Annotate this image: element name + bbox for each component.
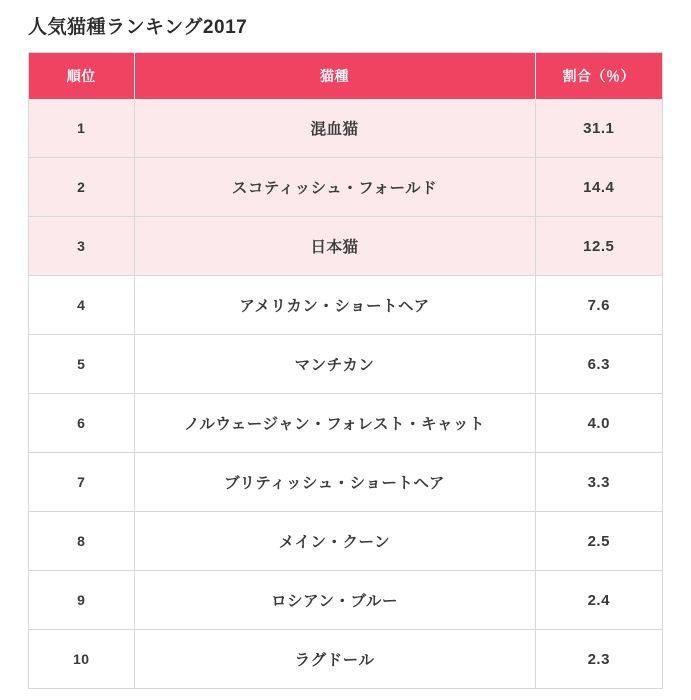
column-header-share: 割合（％） — [535, 53, 662, 99]
cell-share: 4.0 — [535, 394, 662, 453]
cell-rank: 3 — [29, 217, 134, 276]
table-row — [29, 453, 662, 512]
cell-share: 2.4 — [535, 571, 662, 630]
cell-share: 7.6 — [535, 276, 662, 335]
table-row — [29, 571, 662, 630]
cell-breed: スコティッシュ・フォールド — [134, 158, 535, 217]
cell-rank: 7 — [29, 453, 134, 512]
cell-rank: 6 — [29, 394, 134, 453]
table-row — [29, 335, 662, 394]
cell-breed: 混血猫 — [134, 99, 535, 158]
cell-rank: 8 — [29, 512, 134, 571]
page-title: 人気猫種ランキング2017 — [28, 17, 248, 38]
cell-share: 31.1 — [535, 99, 662, 158]
cell-rank: 10 — [29, 630, 134, 689]
ranking-table — [29, 53, 662, 689]
table-header — [29, 53, 662, 99]
cell-share: 12.5 — [535, 217, 662, 276]
table-row — [29, 512, 662, 571]
cell-breed: 日本猫 — [134, 217, 535, 276]
cell-breed: メイン・クーン — [134, 512, 535, 571]
cell-rank: 1 — [29, 99, 134, 158]
cell-share: 2.3 — [535, 630, 662, 689]
ranking-table-container — [28, 52, 663, 689]
cell-share: 3.3 — [535, 453, 662, 512]
cell-rank: 2 — [29, 158, 134, 217]
cell-breed: ラグドール — [134, 630, 535, 689]
cell-share: 2.5 — [535, 512, 662, 571]
cell-breed: ロシアン・ブルー — [134, 571, 535, 630]
table-row — [29, 217, 662, 276]
cell-share: 6.3 — [535, 335, 662, 394]
column-header-rank: 順位 — [29, 53, 134, 99]
cell-breed: ブリティッシュ・ショートヘア — [134, 453, 535, 512]
table-row — [29, 158, 662, 217]
cell-rank: 9 — [29, 571, 134, 630]
cell-rank: 4 — [29, 276, 134, 335]
table-body — [29, 99, 662, 689]
table-row — [29, 99, 662, 158]
table-row — [29, 276, 662, 335]
cell-breed: マンチカン — [134, 335, 535, 394]
cell-breed: アメリカン・ショートヘア — [134, 276, 535, 335]
table-row — [29, 394, 662, 453]
column-header-breed: 猫種 — [134, 53, 535, 99]
cell-breed: ノルウェージャン・フォレスト・キャット — [134, 394, 535, 453]
cell-share: 14.4 — [535, 158, 662, 217]
cell-rank: 5 — [29, 335, 134, 394]
table-header-row — [29, 53, 662, 99]
table-row — [29, 630, 662, 689]
